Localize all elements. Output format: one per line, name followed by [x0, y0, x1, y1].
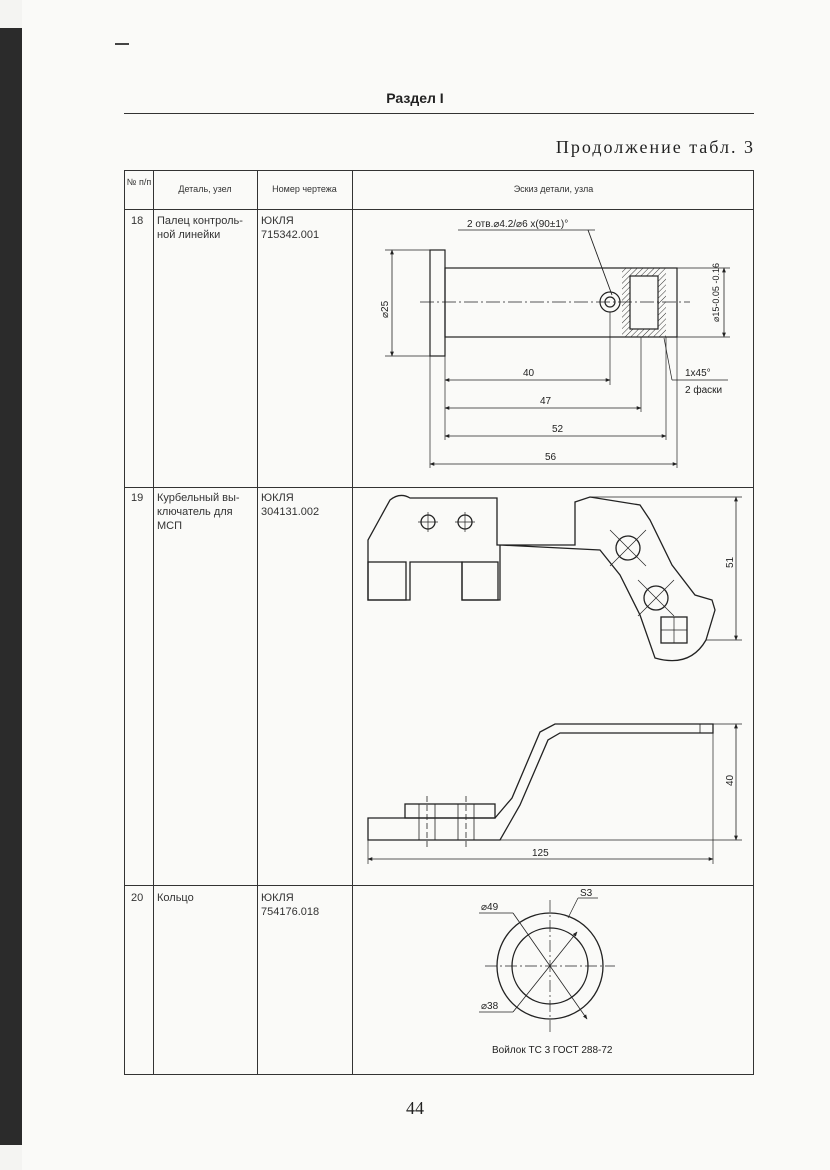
pin-hole-note: 2 отв.⌀4.2/⌀6 х(90±1)°	[467, 219, 569, 230]
label-40: 40	[523, 368, 535, 379]
row-number: 20	[131, 892, 144, 904]
label-52: 52	[552, 424, 564, 435]
label-dia49: ⌀49	[481, 902, 499, 913]
sketch-switch-top	[368, 495, 742, 660]
leader-line	[588, 230, 612, 295]
label-dia15: ⌀15-0.05 -0.16	[711, 263, 721, 322]
row-number: 19	[131, 492, 144, 504]
pin-head	[430, 250, 445, 356]
col-header-sketch: Эскиз детали, узла	[513, 184, 594, 194]
label-chamfer: 1x45°	[685, 368, 711, 379]
switch-side-plate	[405, 804, 495, 818]
sketch-ring	[479, 898, 615, 1032]
col-header-part: Деталь, узел	[178, 184, 232, 194]
label-dia25: ⌀25	[380, 300, 391, 318]
row-part-name: Курбельный вы-ключатель для МСП	[157, 492, 240, 532]
sketch-switch-side	[368, 724, 742, 864]
page-number: 44	[406, 1098, 424, 1118]
table-continuation-label: Продолжение табл. 3	[555, 137, 755, 157]
switch-top-outline	[368, 495, 715, 660]
switch-foot-right	[462, 562, 498, 600]
ring-material-note: Войлок ТС 3 ГОСТ 288-72	[492, 1045, 613, 1056]
pin-bore	[630, 276, 658, 329]
label-dia38: ⌀38	[481, 1001, 499, 1012]
label-chamfer-count: 2 фаски	[685, 385, 723, 396]
label-40: 40	[725, 774, 736, 786]
label-125: 125	[532, 848, 549, 859]
chamfer-leader	[664, 338, 672, 380]
s3-leader	[568, 898, 578, 918]
col-header-drawing: Номер чертежа	[272, 184, 337, 194]
row-drawing-number: ЮКЛЯ 304131.002	[261, 492, 320, 518]
row-part-name: Кольцо	[157, 892, 194, 904]
col-header-number: № п/п	[126, 177, 152, 187]
label-s3: S3	[580, 888, 593, 899]
label-51: 51	[725, 556, 736, 568]
section-title: Раздел I	[386, 90, 444, 106]
row-part-name: Палец контроль-ной линейки	[157, 215, 243, 241]
label-47: 47	[540, 396, 552, 407]
row-drawing-number: ЮКЛЯ 754176.018	[261, 892, 320, 918]
label-56: 56	[545, 452, 557, 463]
row-number: 18	[131, 215, 144, 227]
switch-side-outline	[368, 724, 713, 840]
row-drawing-number: ЮКЛЯ 715342.001	[261, 215, 320, 241]
switch-foot-left	[368, 562, 406, 600]
